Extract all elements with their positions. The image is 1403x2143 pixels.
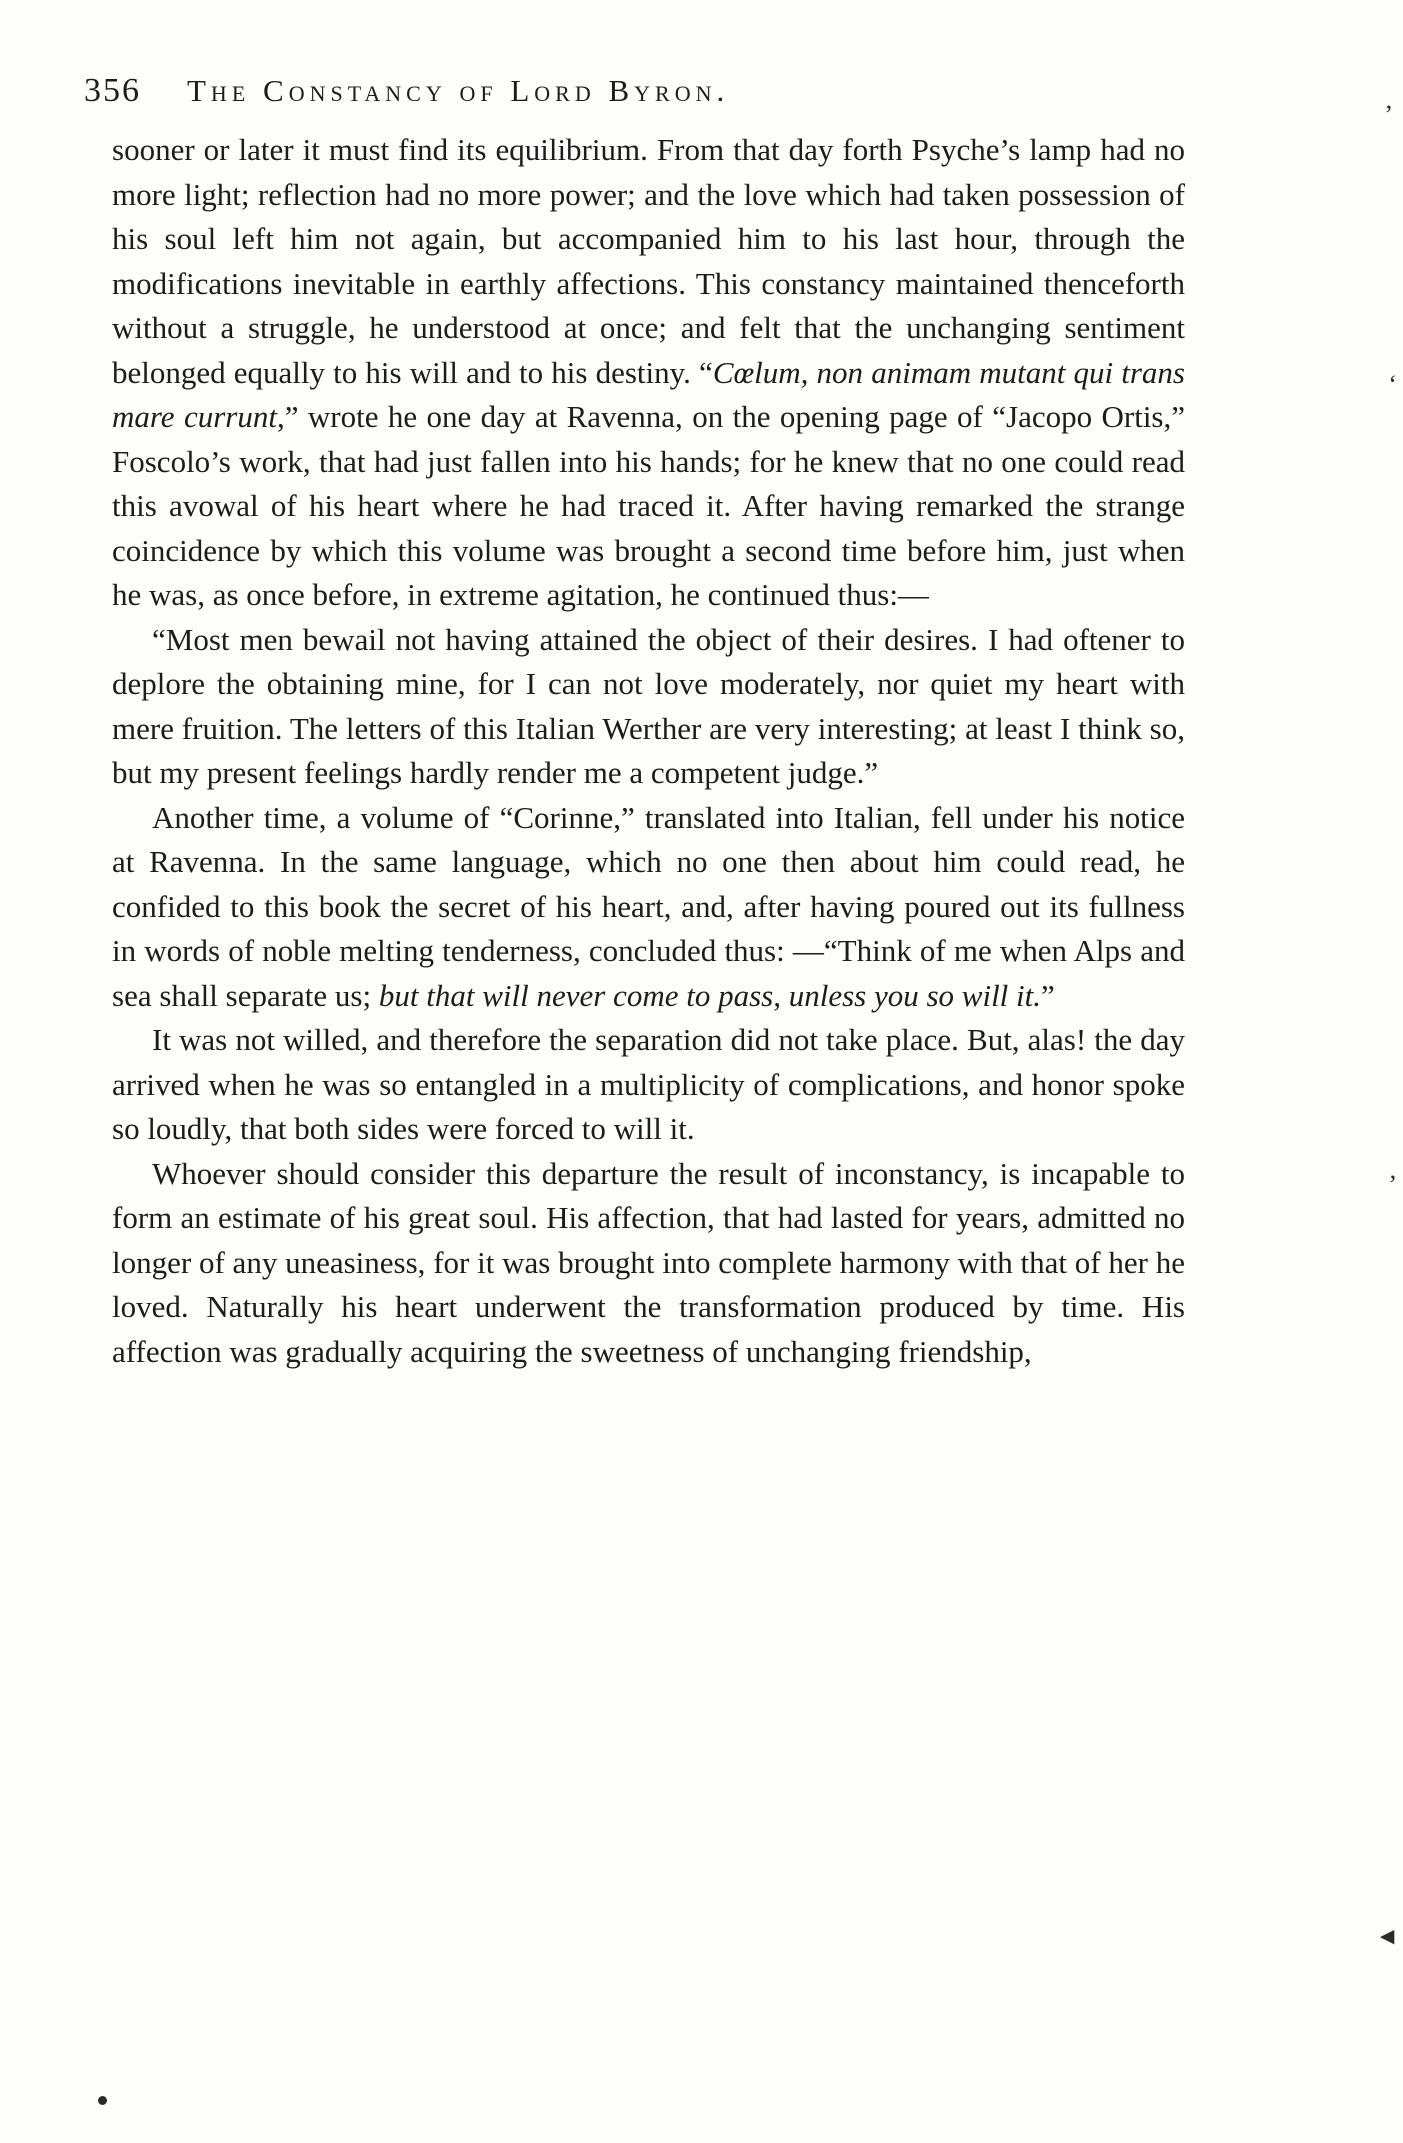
paragraph [112, 1018, 1185, 1152]
text-segment: Another time, a volume of “Corinne,” translated into Italian, fell under his notice at Ravenna. In the same language, which no one then about him could read, he confided to this book the secret of his heart, and, after having poured out its fullness in words of noble melting tenderness, concluded thus: —“Think of me when Alps and sea shall separate us; [112, 799, 1185, 1013]
text-segment: ,” wrote he one day at Ravenna, on the opening page of “Jacopo Ortis,” Foscolo’s work, that had just fallen into his hands; for he knew that no one could read this avowal of his heart where he had traced it. After having remarked the strange coincidence by which this volume was brought a second time before him, just when he was, as once before, in extreme agitation, he continued thus:— [112, 399, 1186, 612]
page-header [84, 72, 1185, 110]
page-number: 356 [84, 72, 141, 109]
paragraph [112, 128, 1185, 618]
ink-speck-artifact: ’ [1388, 1170, 1397, 1199]
text-segment: ” [1041, 977, 1055, 1013]
paragraph [112, 618, 1185, 796]
text-segment: sooner or later it must find its equilibrium. From that day forth Psyche’s lamp had no more light; reflection had no more power; and the love which had taken possession of his soul left him not again, but accompanied him to his last hour, through the modifications inevitable in earthly affections. This constancy maintained thenceforth without a struggle, he understood at once; and felt that the unchanging sentiment belonged equally to his will and to his destiny. “ [112, 132, 1185, 390]
italic-text-segment: Cœlum, non animam mutant qui trans mare currunt [112, 354, 1186, 434]
ink-speck-artifact: ’ [1384, 100, 1393, 129]
running-head: The Constancy of Lord Byron. [187, 73, 730, 108]
paragraph [112, 1152, 1185, 1375]
text-segment: It was not willed, and therefore the separation did not take place. But, alas! the day arrived when he was so entangled in a multiplicity of complications, and honor spoke so loudly, that both sides were forced to will it. [112, 1022, 1185, 1146]
ink-speck-artifact: ‘ [1388, 370, 1397, 399]
page-body [112, 128, 1185, 1374]
paragraph [112, 796, 1185, 1019]
text-segment: “Most men bewail not having attained the object of their desires. I had oftener to deplore the obtaining mine, for I can not love moderately, nor quiet my heart with mere fruition. The letters of this Italian Werther are very interesting; at least I think so, but my present feelings hardly render me a competent judge.” [112, 621, 1185, 790]
text-segment: Whoever should consider this departure the result of inconstancy, is incapable to form an estimate of his great soul. His affection, that had lasted for years, admitted no longer of any uneasiness, for it was brought into complete harmony with that of her he loved. Naturally his heart underwent the transformation produced by time. His affection was gradually acquiring the sweetness of unchanging friendship, [112, 1155, 1185, 1369]
italic-text-segment: but that will never come to pass, unless you so will it. [378, 977, 1042, 1013]
arrow-mark-artifact: ◄ [1375, 1924, 1399, 1950]
ink-dot-artifact [98, 2096, 107, 2105]
